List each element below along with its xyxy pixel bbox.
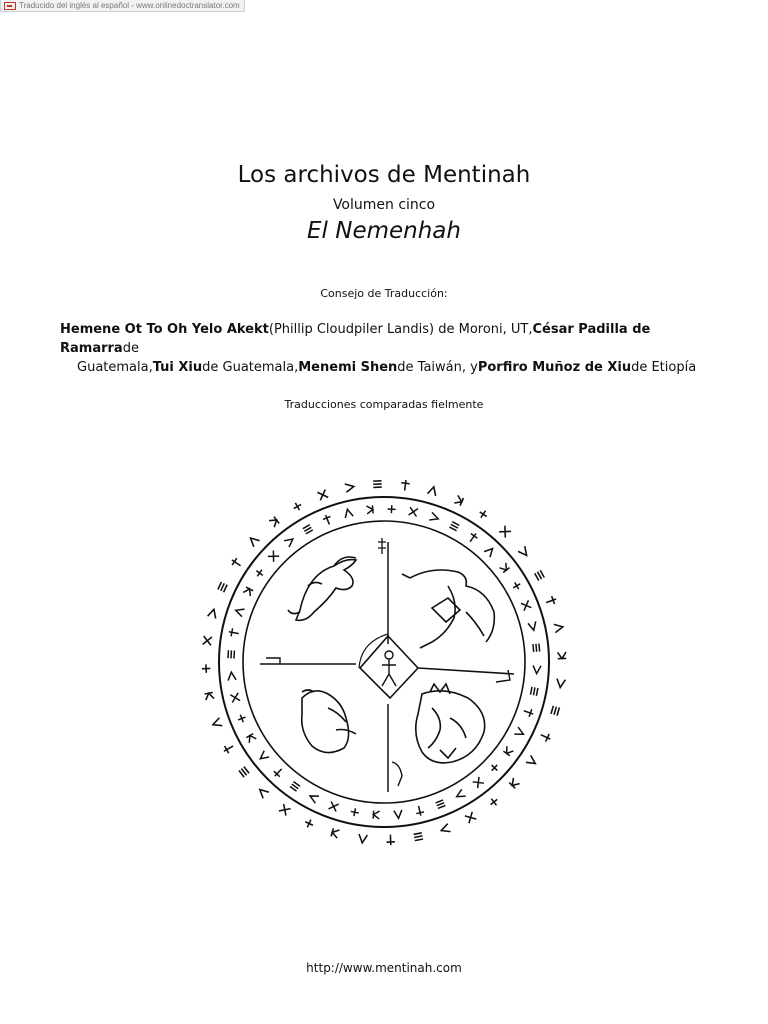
runic-glyph-mark bbox=[292, 501, 303, 512]
runic-glyph-mark bbox=[509, 778, 519, 788]
glyph-right bbox=[496, 670, 510, 682]
runic-glyph-mark bbox=[366, 505, 373, 514]
runic-glyph-mark bbox=[503, 746, 513, 756]
bear-figure bbox=[302, 690, 356, 753]
runic-glyph-mark bbox=[322, 514, 333, 526]
runic-glyph-mark bbox=[467, 531, 479, 544]
runic-glyph-mark bbox=[522, 707, 534, 718]
runic-glyph-mark bbox=[386, 834, 395, 845]
runic-glyph-mark bbox=[228, 650, 234, 658]
runic-glyph-mark bbox=[449, 522, 459, 531]
runic-glyph-mark bbox=[428, 486, 438, 496]
runic-glyph-mark bbox=[304, 818, 315, 829]
runic-glyph-mark bbox=[533, 644, 540, 653]
runic-glyph-mark bbox=[230, 693, 240, 703]
runic-glyph-mark bbox=[387, 505, 395, 513]
runic-glyph-mark bbox=[218, 582, 227, 592]
glyph-top bbox=[378, 538, 386, 554]
runic-glyph-mark bbox=[488, 796, 500, 808]
cross-line-right bbox=[418, 668, 514, 674]
translator-name: Tui Xiu bbox=[152, 360, 203, 375]
runic-glyph-mark bbox=[535, 570, 545, 580]
eagle-figure bbox=[402, 570, 494, 648]
runic-glyph-mark bbox=[539, 731, 552, 743]
translator-detail: de Guatemala, bbox=[202, 360, 299, 375]
runic-glyph-mark bbox=[350, 808, 359, 817]
runic-glyph-mark bbox=[303, 525, 313, 534]
runic-glyph-mark bbox=[203, 636, 212, 645]
runic-glyph-mark bbox=[373, 481, 382, 488]
runic-glyph-mark bbox=[499, 526, 511, 538]
translator-detail: de bbox=[122, 341, 139, 356]
runic-glyph-mark bbox=[229, 556, 242, 569]
translation-banner[interactable] bbox=[0, 0, 245, 12]
runic-glyph-mark bbox=[414, 833, 423, 841]
runic-glyph-mark bbox=[533, 665, 541, 673]
runic-glyph-mark bbox=[234, 607, 244, 617]
runic-glyph-mark bbox=[558, 652, 567, 659]
runic-glyph-mark bbox=[551, 706, 559, 716]
document-subtitle: El Nemenhah bbox=[307, 218, 461, 244]
runic-glyph-mark bbox=[239, 767, 249, 777]
translator-name: Hemene Ot To Oh Yelo Akekt bbox=[60, 322, 269, 337]
compared-note: Traducciones comparadas fielmente bbox=[284, 398, 484, 411]
runic-glyph-mark bbox=[254, 567, 265, 578]
runic-glyph-mark bbox=[257, 786, 269, 798]
translator-detail: (Phillip Cloudpiler Landis) de Moroni, UT, bbox=[268, 322, 533, 337]
nemenhah-medicine-wheel-emblem bbox=[196, 462, 572, 858]
runic-glyph-mark bbox=[269, 517, 279, 527]
runic-glyph-mark bbox=[258, 751, 269, 762]
translator-name: Menemi Shen bbox=[298, 360, 398, 375]
runic-glyph-mark bbox=[556, 679, 565, 688]
runic-glyph-mark bbox=[246, 734, 256, 743]
runic-glyph-mark bbox=[248, 535, 260, 547]
runic-glyph-mark bbox=[358, 834, 367, 843]
council-label: Consejo de Traducción: bbox=[320, 287, 448, 300]
runic-glyph-mark bbox=[268, 551, 279, 562]
runic-glyph-mark bbox=[205, 692, 214, 700]
runic-glyph-mark bbox=[521, 600, 531, 610]
runic-glyph-mark bbox=[329, 801, 339, 811]
website-url[interactable]: http://www.mentinah.com bbox=[306, 961, 462, 975]
runic-glyph-mark bbox=[400, 480, 410, 491]
banner-text: Traducido del inglés al español - www.onlinedoctranslator.com bbox=[19, 1, 240, 10]
runic-glyph-mark bbox=[394, 810, 403, 819]
volume-label: Volumen cinco bbox=[332, 197, 436, 213]
runic-glyph-mark bbox=[331, 828, 339, 838]
runic-glyph-mark bbox=[454, 495, 463, 505]
runic-glyph-mark bbox=[514, 727, 525, 738]
translator-name: Porfiro Muñoz de Xiu bbox=[477, 360, 632, 375]
runic-glyph-mark bbox=[530, 687, 537, 696]
runic-glyph-mark bbox=[526, 755, 538, 767]
outer-ring bbox=[219, 497, 549, 827]
runic-glyph-mark bbox=[284, 536, 295, 547]
translator-detail: Guatemala, bbox=[77, 360, 153, 375]
runic-glyph-mark bbox=[237, 713, 247, 723]
translator-detail: de Taiwán, y bbox=[397, 360, 478, 375]
runic-glyph-mark bbox=[484, 546, 495, 557]
runic-glyph-mark bbox=[227, 672, 236, 681]
runic-glyph-mark bbox=[477, 508, 489, 520]
runic-glyph-mark bbox=[243, 587, 253, 596]
runic-glyph-mark bbox=[455, 789, 466, 800]
runic-glyph-mark bbox=[473, 777, 484, 788]
runic-glyph-mark bbox=[212, 718, 223, 729]
runic-glyph-mark bbox=[409, 507, 418, 516]
runic-glyph-mark bbox=[222, 742, 235, 754]
runic-glyph-mark bbox=[208, 608, 218, 618]
document-title: Los archivos de Mentinah bbox=[237, 162, 531, 188]
runic-glyph-mark bbox=[308, 792, 319, 803]
runic-glyph-band bbox=[227, 505, 541, 819]
runic-glyph-mark bbox=[202, 664, 211, 673]
runic-glyph-mark bbox=[545, 595, 558, 606]
runic-glyph-mark bbox=[436, 800, 446, 809]
pdf-translate-icon bbox=[4, 2, 16, 10]
runic-glyph-mark bbox=[429, 512, 439, 522]
runic-glyph-mark bbox=[554, 623, 564, 633]
runic-glyph-mark bbox=[489, 762, 500, 773]
translator-name: César Padilla de Ramarra bbox=[60, 322, 651, 356]
runic-glyph-mark bbox=[290, 782, 300, 792]
runic-glyph-mark bbox=[465, 812, 476, 823]
runic-glyph-mark bbox=[343, 508, 353, 518]
runic-glyph-mark bbox=[511, 580, 522, 591]
outer-runic-glyphs bbox=[202, 480, 566, 846]
runic-glyph-mark bbox=[279, 804, 291, 816]
inner-ring bbox=[243, 521, 525, 803]
runic-glyph-mark bbox=[345, 482, 355, 492]
translator-detail: de Etiopía bbox=[631, 360, 697, 375]
runic-glyph-mark bbox=[373, 811, 379, 819]
spirit-figure bbox=[416, 684, 485, 763]
runic-glyph-mark bbox=[272, 766, 285, 779]
runic-glyph-mark bbox=[415, 805, 425, 817]
runic-glyph-mark bbox=[518, 546, 530, 558]
glyph-left bbox=[266, 658, 280, 664]
wolf-figure bbox=[288, 557, 356, 620]
glyph-bottom bbox=[392, 762, 402, 786]
runic-glyph-mark bbox=[440, 824, 451, 835]
runic-glyph-mark bbox=[528, 621, 538, 631]
runic-glyph-mark bbox=[500, 563, 510, 573]
translator-list bbox=[60, 320, 710, 377]
runic-glyph-mark bbox=[317, 490, 328, 501]
runic-glyph-mark bbox=[228, 628, 239, 638]
